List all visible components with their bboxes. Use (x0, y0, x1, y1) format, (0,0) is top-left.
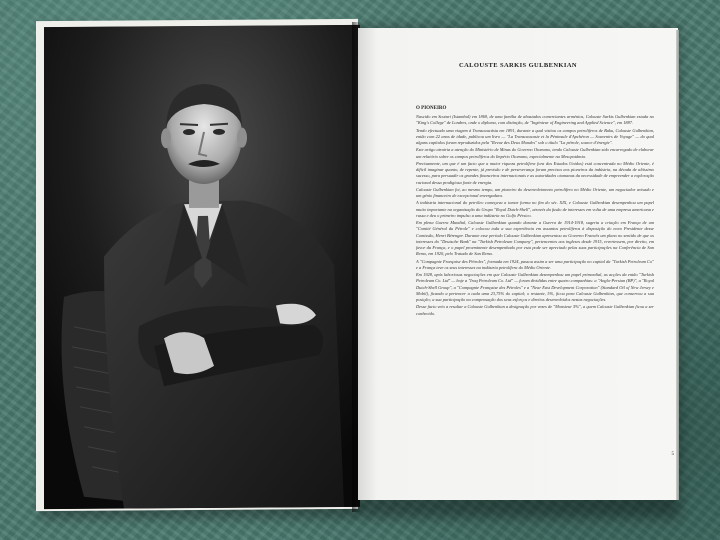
page-number: 5 (671, 452, 674, 457)
paragraph: Tendo efectuado uma viagem à Transcaucásia em 1891, durante a qual visitou os campos petrolíferos de Baku, Calouste Gulbenkian, então com 22 anos de idade, publicou um livro — "La Transcaucasie et la Péninsule d'Apchéron — Souvenirs de Voyage" — do qual alguns capítulos foram reproduzidos pela "Revue des Deux Mondes" sob o título "La pétrole, source d'énergie". (416, 127, 654, 145)
paragraph: A indústria internacional do petróleo começava a tomar forma no fim do séc. XIX, e Calouste Gulbenkian desempenhou um papel muito importante na organização do Grupo "Royal Dutch-Shell", através da fusão de interesses em volta de uma empresa americana e russa e deu o primeiro impulso a uma indústria no Golfo Pérsico. (416, 200, 654, 218)
paragraph: A "Compagnie Française des Pétroles", formada em 1924, passou assim a ser uma participação no capital da "Turkish Petroleum Co" e a França teve os seus interesses na indústria petrolífera do Médio Oriente. (416, 258, 654, 270)
right-page (358, 28, 678, 500)
paragraph: Em plena Guerra Mundial, Calouste Gulbenkian quando durante a Guerra de 1914-1918, sugeriu a criação em França de um "Comité Général du Pétrole" e colocou toda a sua experiência em assuntos petrolíferos à disposição do novo Presidente desse Comissão, Henri Bérenger. Durante esse período Calouste Gulbenkian apresentou ao Governo Francês um plano no sentido de que os interesses do "Deutsche Bank" na "Turkish Petroleum Company", pertencentes aos ingleses desde 1915, revertessem, por direito, em favor da França, e o papel proeminente desempenhado por esta pode ser apreciado pelas suas participações na Conferência de San Remo, em 1920, pelo Tratado de San Remo. (416, 220, 654, 257)
page-stack-edge (676, 30, 679, 500)
section-heading: O PIONEIRO (416, 106, 447, 111)
paragraph: Calouste Gulbenkian foi, ao mesmo tempo, um pioneiro do desenvolvimento petrolífero no Médio Oriente, um negociador avisado e um génio financeiro de excepcional envergadura. (416, 186, 654, 198)
paragraph: Nascido em Scutari (Istambul) em 1869, de uma família de abastados comerciantes arménios, Calouste Sarkis Gulbenkian estuda no "King's College" de Londres, onde o diploma, com distinção, de "Ingénieur of Engineering and Applied Science", em 1887. (416, 114, 654, 126)
portrait-illustration (44, 25, 360, 509)
paragraph: Desse facto veio a resultar a Calouste Gulbenkian a designação por vezes de "Monsieur 5%", a quem Calouste Gulbenkian ficou a ser conhecido. (416, 304, 654, 316)
body-text (416, 114, 654, 486)
left-page (36, 19, 358, 511)
page-title: CALOUSTE SARKIS GULBENKIAN (458, 62, 578, 69)
paragraph: Precisamente, um que é um facto que a maior riqueza petrolífera fora dos Estados Unidos) está concentrada no Médio Oriente, é difícil imaginar quanto, de repente, já previsão e de perseverança foram precisos aos pioneiros da indústria, na década de altíssimo sucesso, para persuadir os grandes financeiros internacionais e as autoridades otomanas da necessidade de empreender a exploração racional dessa prodigiosa fonte de energia. (416, 160, 654, 185)
paragraph: Este artigo atrairia a atenção do Ministério de Minas do Governo Otomano, tendo Calouste Gulbenkian sido encarregado de elaborar um relatório sobre os campos petrolíferos do Império Otomano, especialmente na Mesopotâmia. (416, 147, 654, 159)
portrait-photograph (44, 25, 360, 509)
paragraph: Em 1928, após laboriosas negociações em que Calouste Gulbenkian desempenhou um papel primordial, as acções da então "Turkish Petroleum Co. Ltd" — hoje a "Iraq Petroleum Co. Ltd" — foram divididas entre quatro companhias: a "Anglo-Persian (BP)", a "Royal Dutch-Shell Group", a "Compagnie Française des Pétroles" e a "Near East Development Corporation" (Standard Oil of New Jersey e Mobil), ficando a pertencer a cada uma 23,75% do capital; o restante, 5%, ficou para Calouste Gulbenkian, que conservou a sua posição; a sua participação na compensação dos seus esforços e direitos desenvolvidos nestas negociações. (416, 272, 654, 302)
